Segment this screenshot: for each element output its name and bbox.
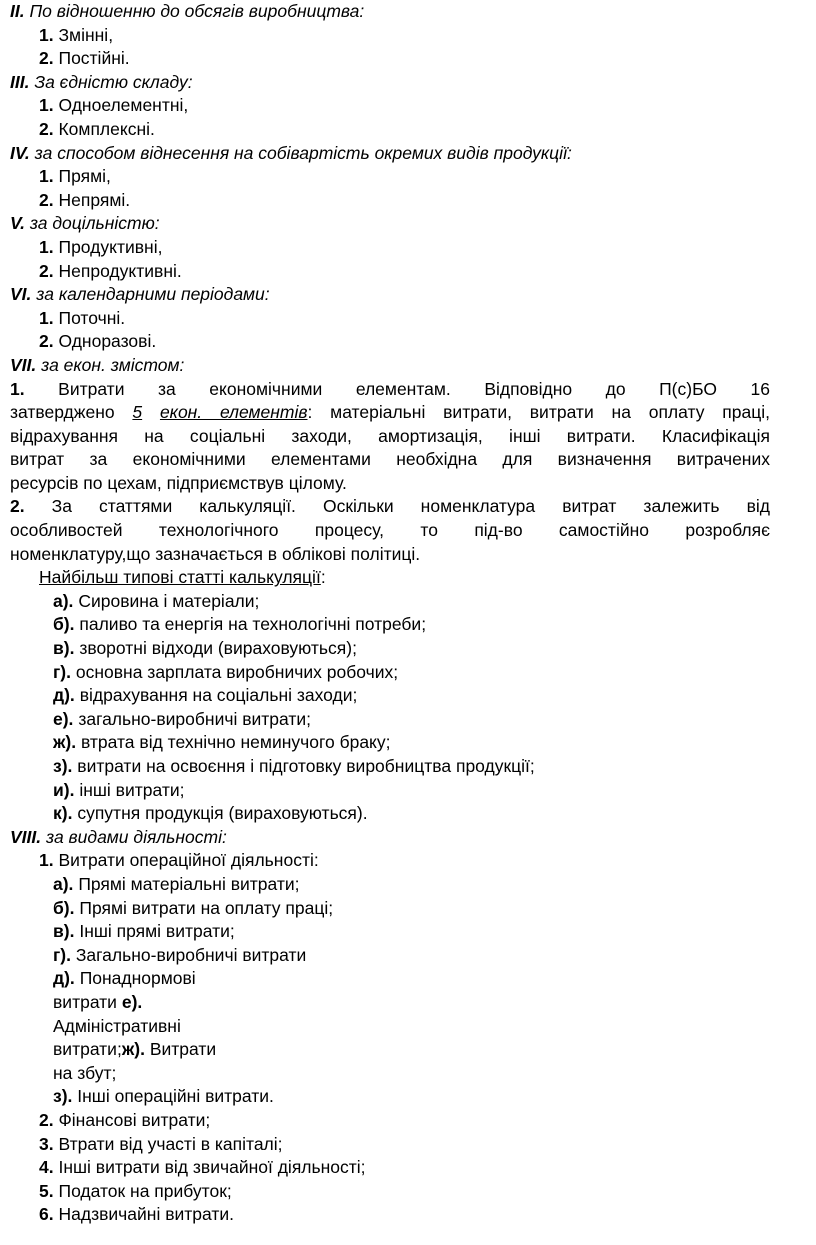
item-letter: г). [53,661,71,682]
list-item [10,1109,770,1133]
item-letter: к). [53,803,73,824]
item-number: 1. [39,95,54,116]
section-heading-7 [10,354,770,378]
item-number: 6. [39,1204,54,1225]
item-number: 2. [39,1109,54,1130]
elements-link: екон. елементів [159,402,308,423]
list-item [10,330,770,354]
item-letter: д). [53,968,75,989]
item-text: Непродуктивні. [58,260,182,281]
item-text: витрати [53,991,117,1012]
item-text: втрата від технічно неминучого браку; [80,732,391,753]
item-text: паливо та енергія на технологічні потреби; [79,614,427,635]
item-text: Фінансові витрати; [58,1109,211,1130]
item-letter: б). [53,614,75,635]
section-heading-8 [10,826,770,850]
item-letter: а). [53,590,74,611]
paragraph-text: За статтями калькуляції. Оскільки номенклатура витрат залежить від [51,496,770,517]
list-item [10,802,770,826]
section-title: за календарними періодами: [36,284,270,305]
paragraph-text: затверджено [10,402,133,423]
item-number: 4. [39,1157,54,1178]
section-number: VIII. [10,826,42,847]
item-number: 1. [39,850,54,871]
list-item [10,944,770,968]
item-text: Втрати від участі в капіталі; [58,1133,283,1154]
section-number: VI. [10,284,32,305]
item-text: загально-виробничі витрати; [78,708,312,729]
section-number: IV. [10,142,30,163]
list-item [10,708,770,732]
section-heading-3 [10,71,770,95]
item-number: 3. [39,1133,54,1154]
item-text: витрати; [53,1039,122,1060]
list-item [10,165,770,189]
item-text: Інші витрати від звичайної діяльності; [58,1157,366,1178]
item-number: 1. [39,307,54,328]
list-item [10,779,770,803]
list-item [10,189,770,213]
other-activities-list [10,1109,770,1227]
list-item [10,991,770,1015]
document [10,0,770,1227]
section-title: За єдністю складу: [34,71,193,92]
item-text: Сировина і матеріали; [78,590,260,611]
item-number: 5. [39,1180,54,1201]
item-text: Надзвичайні витрати. [58,1204,235,1225]
list-item [10,1203,770,1227]
list-item [10,920,770,944]
list-item [10,1133,770,1157]
paragraph-text: витрат за економічними елементами необхідна для визначення витрачених [10,449,770,470]
section-title: за екон. змістом: [41,354,185,375]
list-item [10,967,770,991]
section-number: V. [10,213,25,234]
item-number: 1. [39,24,54,45]
item-text: Непрямі. [58,189,131,210]
item-text: основна зарплата виробничих робочих; [75,661,399,682]
paragraph-text: відрахування на соціальні заходи, амортизація, інші витрати. Класифікація [10,425,770,446]
item-letter: д). [53,685,75,706]
operational-items-list [10,873,770,967]
section-title: за способом віднесення на собівартість окремих видів продукції: [34,142,572,163]
item-number: 1. [39,236,54,257]
list-item [10,849,770,873]
item-text: Адміністративні [53,1015,181,1036]
section-title: По відношенню до обсягів виробництва: [29,1,365,21]
list-item [10,1062,770,1086]
item-text: Прямі витрати на оплату праці; [79,897,334,918]
section-title: за видами діяльності: [46,826,227,847]
paragraph-text: Витрати за економічними елементам. Відповідно до П(с)БО 16 [58,378,770,399]
list-item [10,307,770,331]
item-text: Постійні. [58,48,130,69]
item-number: 2. [39,189,54,210]
section-number: III. [10,71,30,92]
paragraph-line [10,519,770,543]
paragraph-text: особливостей технологічного процесу, то під-во самостійно розробляє [10,520,770,541]
typical-items-label [10,566,770,590]
item-letter: в). [53,921,75,942]
list-item [10,684,770,708]
section-heading-5 [10,212,770,236]
item-text: Інші прямі витрати; [79,921,235,942]
item-letter: ж). [53,732,77,753]
item-number: 2. [10,496,25,517]
item-letter: г). [53,944,71,965]
item-number: 1. [10,378,25,399]
item-text: відрахування на соціальні заходи; [79,685,358,706]
paragraph-text [142,402,160,422]
list-item [10,731,770,755]
list-item [10,1085,770,1109]
item-number: 2. [39,260,54,281]
paragraph-calculation-items [10,495,770,566]
section-heading-4 [10,142,770,166]
elements-count: 5 [132,402,143,423]
paragraph-line [10,472,770,496]
typical-items-title: Найбільш типові статті калькуляції [39,567,321,588]
section-number: VII. [10,354,37,375]
item-letter: в). [53,638,75,659]
item-text: Змінні, [58,24,114,45]
item-text: Прямі матеріальні витрати; [78,873,300,894]
item-text: Витрати операційної діяльності: [58,850,319,871]
item-text: супутня продукція (вираховуються). [77,803,368,824]
item-letter: б). [53,897,75,918]
paragraph-text: : матеріальні витрати, витрати на оплату праці, [307,402,770,423]
item-text: інші витрати; [79,779,185,800]
item-number: 1. [39,166,54,187]
list-item [10,637,770,661]
list-item [10,613,770,637]
item-text: Інші операційні витрати. [77,1086,274,1107]
list-item [10,260,770,284]
item-text: Прямі, [58,166,111,187]
item-number: 2. [39,48,54,69]
list-item [10,94,770,118]
item-text: на збут; [53,1062,117,1083]
item-text: витрати на освоєння і підготовку виробництва продукції; [77,756,535,776]
item-letter: ж). [121,1039,145,1060]
item-text: Одноразові. [58,331,157,352]
paragraph-line [10,448,770,472]
section-title: за доцільністю: [29,213,160,234]
item-text: Поточні. [58,307,126,328]
list-item [10,1180,770,1204]
item-text: зворотні відходи (вираховуються); [79,638,357,659]
item-letter: е). [121,991,143,1012]
item-letter: и). [53,779,75,800]
list-item [10,1156,770,1180]
paragraph-line [10,543,770,567]
item-text: Продуктивні, [58,236,163,257]
paragraph-text: номенклатуру,що зазначається в облікові політиці. [10,543,421,564]
typical-items-colon: : [320,567,326,588]
item-letter: з). [53,756,73,776]
section-heading-2 [10,0,770,24]
list-item [10,755,770,779]
paragraph-line [10,495,770,519]
list-item [10,897,770,921]
list-item [10,118,770,142]
item-number: 2. [39,331,54,352]
list-item [10,236,770,260]
item-text: Комплексні. [58,118,155,139]
item-letter: а). [53,873,74,894]
paragraph-line [10,401,770,425]
section-number: II. [10,1,25,21]
list-item [10,1038,770,1062]
item-letter: е). [53,708,74,729]
paragraph-text: ресурсів по цехам, підприємствув цілому. [10,472,347,493]
item-text: Витрати [149,1039,217,1060]
list-item [10,1015,770,1039]
calculation-articles-list [10,590,770,826]
list-item [10,661,770,685]
item-number: 2. [39,118,54,139]
item-text: Одноелементні, [58,95,189,116]
list-item [10,24,770,48]
item-text: Загально-виробничі витрати [75,944,307,965]
item-text: Податок на прибуток; [58,1180,232,1201]
list-item [10,873,770,897]
list-item [10,47,770,71]
item-text: Понаднормові [79,968,196,989]
list-item [10,590,770,614]
section-heading-6 [10,283,770,307]
paragraph-economic-elements [10,378,770,496]
paragraph-line [10,378,770,402]
item-letter: з). [53,1086,73,1107]
paragraph-line [10,425,770,449]
